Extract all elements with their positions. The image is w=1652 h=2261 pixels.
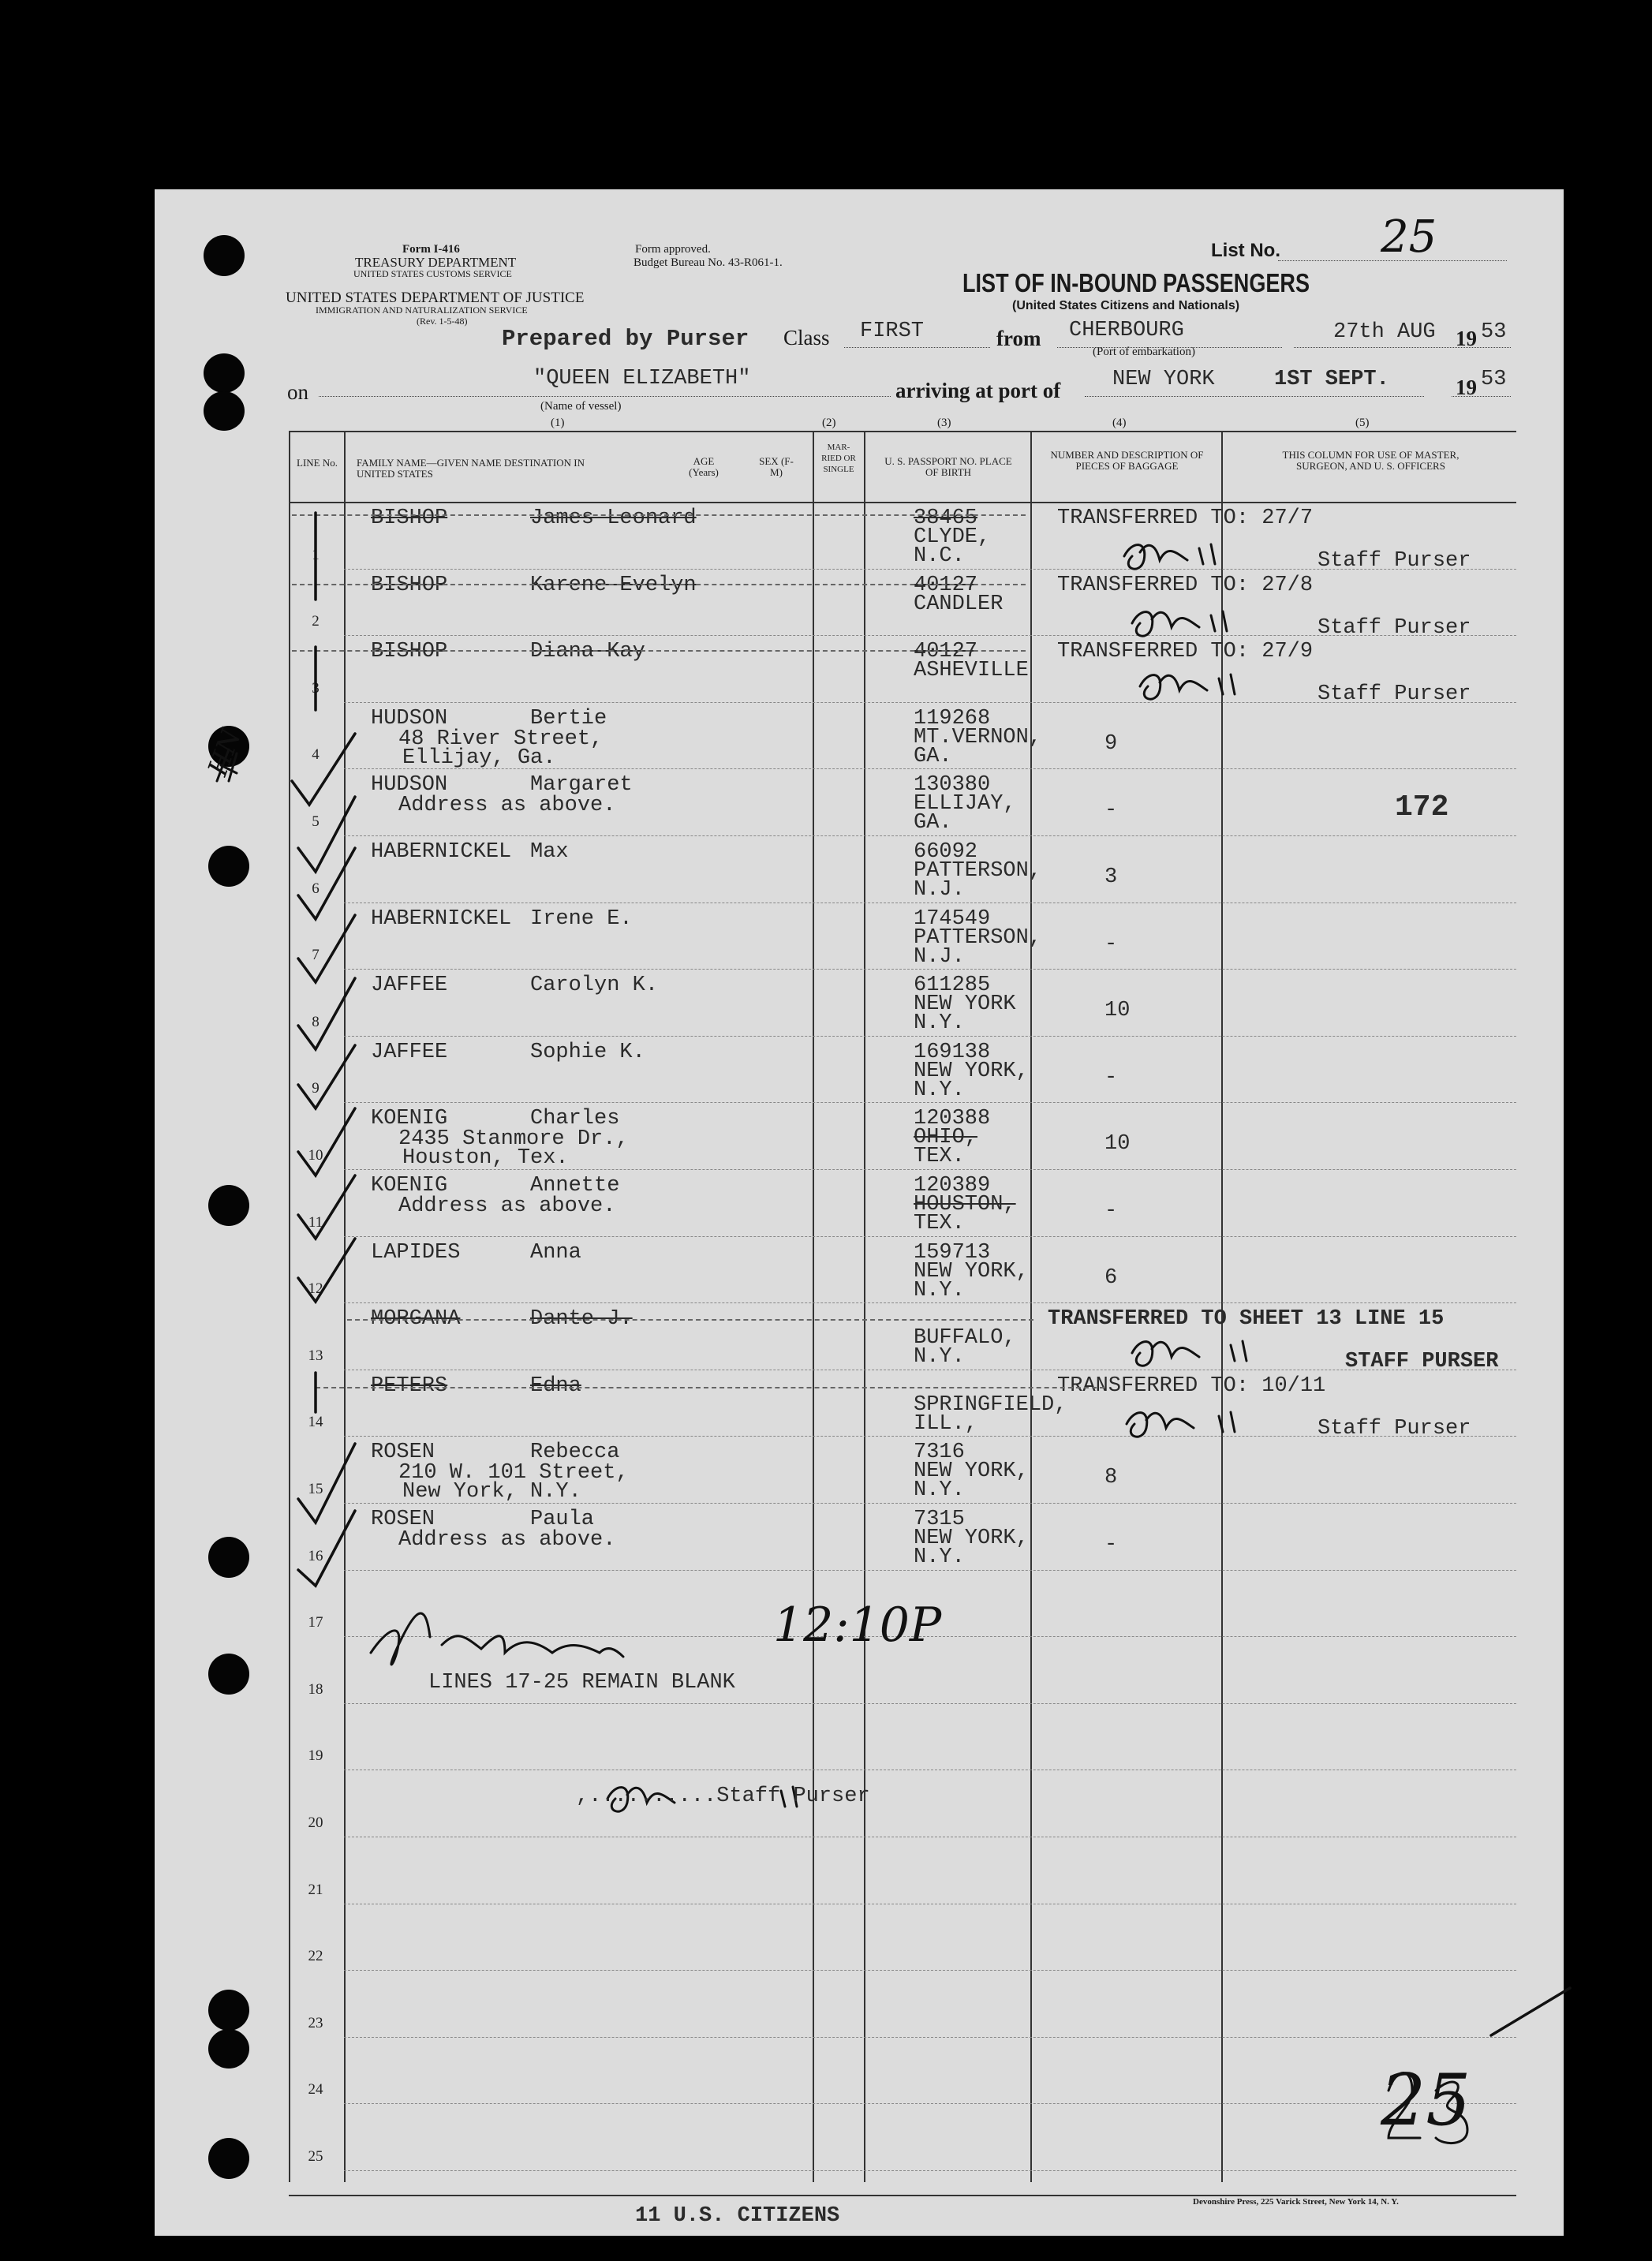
line-number: 14 — [308, 1414, 323, 1430]
form-approved: Form approved. — [635, 243, 711, 256]
line-number: 21 — [308, 1882, 323, 1898]
destination-address: Houston, Tex. — [402, 1146, 569, 1170]
given-name: Karene Evelyn — [530, 574, 697, 597]
passport-number: 7316 — [914, 1441, 965, 1464]
family-name: HABERNICKEL — [371, 907, 512, 931]
vessel-name: "QUEEN ELIZABETH" — [533, 367, 751, 391]
given-name: Annette — [530, 1174, 620, 1198]
total-citizens: 11 U.S. CITIZENS — [635, 2204, 840, 2228]
passport-number: 174549 — [914, 907, 991, 931]
arrival-date: 1ST SEPT. — [1274, 368, 1389, 391]
place-of-birth: N.Y. — [914, 1078, 965, 1102]
family-name: KOENIG — [371, 1107, 448, 1130]
col-num-5: (5) — [1355, 417, 1370, 429]
on-label: on — [287, 380, 308, 404]
line-number: 3 — [312, 680, 320, 697]
line-number: 13 — [308, 1347, 323, 1364]
header-age: AGE (Years) — [689, 455, 719, 478]
year-prefix-2: 19 — [1456, 376, 1477, 399]
family-name: LAPIDES — [371, 1241, 461, 1265]
passport-number: 119268 — [914, 707, 991, 731]
family-name: HUDSON — [371, 707, 448, 731]
passport-number: 120388 — [914, 1107, 991, 1130]
staff-purser-signature: Staff Purser — [1317, 682, 1471, 706]
passport-number: 40127 — [914, 574, 978, 597]
staff-purser-signature: Staff Purser — [1317, 616, 1471, 640]
header-line-no: LINE No. — [297, 457, 338, 469]
destination-address: 210 W. 101 Street, — [398, 1461, 629, 1485]
line-number: 4 — [312, 746, 320, 763]
family-name: BISHOP — [371, 640, 448, 663]
place-of-birth: NEW YORK, — [914, 1260, 1029, 1284]
family-name: HUDSON — [371, 773, 448, 797]
line-number: 23 — [308, 2015, 323, 2031]
bottom-number: 25 — [1381, 2059, 1471, 2142]
year-value-1: 53 — [1481, 320, 1507, 344]
place-of-birth: N.J. — [914, 878, 965, 902]
header-name: FAMILY NAME—GIVEN NAME DESTINATION IN UNITED STATES — [357, 457, 585, 480]
list-no-value: 25 — [1381, 211, 1437, 263]
place-of-birth: N.Y. — [914, 1011, 965, 1035]
baggage-count: - — [1104, 932, 1118, 956]
arriving-label: arriving at port of — [895, 379, 1061, 402]
family-name: KOENIG — [371, 1174, 448, 1198]
margin-initials: HN — [202, 725, 248, 780]
family-name: BISHOP — [371, 506, 448, 530]
given-name: James Leonard — [530, 506, 697, 530]
baggage-count: - — [1104, 1199, 1118, 1223]
destination-address: Ellijay, Ga. — [402, 746, 556, 770]
col-num-3: (3) — [937, 417, 951, 429]
baggage-count: 3 — [1104, 865, 1118, 889]
given-name: Edna — [530, 1374, 581, 1398]
line-number: 6 — [312, 880, 320, 897]
passport-number: 159713 — [914, 1241, 991, 1265]
line-number: 12 — [308, 1280, 323, 1297]
given-name: Sophie K. — [530, 1041, 645, 1064]
passport-number: 40127 — [914, 640, 978, 663]
place-of-birth: TEX. — [914, 1145, 965, 1168]
revision: (Rev. 1-5-48) — [417, 316, 468, 327]
line-number: 2 — [312, 613, 320, 630]
place-of-birth: NEW YORK, — [914, 1059, 1029, 1083]
line-number: 17 — [308, 1614, 323, 1631]
place-of-birth: BUFFALO, — [914, 1326, 1016, 1350]
baggage-count: 10 — [1104, 1132, 1131, 1156]
form-number: Form I-416 — [402, 243, 460, 256]
baggage-count: 8 — [1104, 1466, 1118, 1489]
place-of-birth: N.C. — [914, 544, 965, 568]
line-number: 10 — [308, 1147, 323, 1164]
place-of-birth: NEW YORK, — [914, 1459, 1029, 1483]
passport-number: 169138 — [914, 1041, 991, 1064]
family-name: HABERNICKEL — [371, 840, 512, 864]
place-of-birth: GA. — [914, 745, 952, 768]
line-number: 1 — [312, 547, 320, 563]
family-name: JAFFEE — [371, 974, 448, 997]
given-name: Max — [530, 840, 569, 864]
line-number: 18 — [308, 1681, 323, 1698]
destination-address: Address as above. — [398, 794, 616, 817]
class-label: Class — [783, 326, 830, 349]
staff-purser-signature: Staff Purser — [1317, 549, 1471, 573]
from-label: from — [996, 327, 1041, 350]
given-name: Bertie — [530, 707, 607, 731]
staff-purser-signature: STAFF PURSER — [1345, 1350, 1499, 1373]
year-value-2: 53 — [1481, 368, 1507, 391]
place-of-birth: SPRINGFIELD, — [914, 1393, 1067, 1417]
prepared-by-label: Prepared by Purser — [502, 326, 749, 352]
line-number: 8 — [312, 1014, 320, 1030]
place-of-birth: MT.VERNON, — [914, 726, 1042, 749]
place-of-birth: ASHEVILLE — [914, 659, 1029, 682]
place-of-birth: TEX. — [914, 1212, 965, 1235]
header-sex: SEX (F-M) — [759, 455, 794, 478]
place-of-birth: N.J. — [914, 945, 965, 969]
line-number: 9 — [312, 1080, 320, 1097]
header-married: MAR-RIED OR SINGLE — [821, 443, 856, 474]
given-name: Rebecca — [530, 1441, 620, 1464]
place-of-birth: GA. — [914, 811, 952, 835]
baggage-count: - — [1104, 798, 1118, 822]
transfer-note: TRANSFERRED TO: 27/7 — [1057, 506, 1314, 530]
col-num-2: (2) — [822, 417, 836, 429]
baggage-count: 9 — [1104, 732, 1118, 756]
family-name: PETERS — [371, 1374, 448, 1398]
place-of-birth: CANDLER — [914, 592, 1004, 616]
staff-purser-signature: Staff Purser — [1317, 1417, 1471, 1441]
destination-address: Address as above. — [398, 1528, 616, 1552]
list-subtitle: (United States Citizens and Nationals) — [1012, 299, 1240, 312]
from-value: CHERBOURG — [1069, 319, 1184, 342]
passport-number: 66092 — [914, 840, 978, 864]
family-name: ROSEN — [371, 1508, 435, 1531]
line-number: 11 — [308, 1214, 323, 1231]
header-baggage: NUMBER AND DESCRIPTION OF PIECES OF BAGGAGE — [1050, 449, 1204, 472]
family-name: JAFFEE — [371, 1041, 448, 1064]
remain-blank-note: LINES 17-25 REMAIN BLANK — [428, 1671, 735, 1695]
place-of-birth: NEW YORK — [914, 992, 1016, 1016]
line-number: 20 — [308, 1814, 323, 1831]
timestamp-stamp: 12:10P — [773, 1598, 942, 1653]
place-of-birth: HOUSTON, — [914, 1193, 1016, 1216]
col-num-4: (4) — [1112, 417, 1127, 429]
place-of-birth: N.Y. — [914, 1545, 965, 1569]
list-title: LIST OF IN-BOUND PASSENGERS — [962, 268, 1310, 297]
staff-purser-signature-line: ,..........Staff Purser — [576, 1785, 870, 1808]
destination-address: Address as above. — [398, 1194, 616, 1218]
customs-service: UNITED STATES CUSTOMS SERVICE — [353, 268, 512, 279]
given-name: Dante J. — [530, 1307, 633, 1331]
given-name: Carolyn K. — [530, 974, 659, 997]
line-number: 19 — [308, 1747, 323, 1764]
ins-service: IMMIGRATION AND NATURALIZATION SERVICE — [316, 305, 528, 316]
budget-bureau: Budget Bureau No. 43-R061-1. — [634, 256, 783, 269]
baggage-count: - — [1104, 1066, 1118, 1089]
place-of-birth: PATTERSON, — [914, 926, 1042, 950]
transfer-note: TRANSFERRED TO: 10/11 — [1057, 1374, 1326, 1398]
passport-number: 38465 — [914, 506, 978, 530]
given-name: Anna — [530, 1241, 581, 1265]
destination-address: New York, N.Y. — [402, 1480, 581, 1504]
col-num-1: (1) — [551, 417, 565, 429]
transfer-note: TRANSFERRED TO: 27/9 — [1057, 640, 1314, 663]
transfer-note: TRANSFERRED TO SHEET 13 LINE 15 — [1048, 1307, 1445, 1331]
printer-imprint: Devonshire Press, 225 Varick Street, New York 14, N. Y. — [1193, 2197, 1399, 2207]
given-name: Paula — [530, 1508, 595, 1531]
line-number: 15 — [308, 1481, 323, 1497]
treasury-dept: TREASURY DEPARTMENT — [355, 255, 517, 270]
list-no-label: List No. — [1211, 240, 1280, 261]
port-embarkation-label: (Port of embarkation) — [1093, 346, 1195, 358]
year-prefix-1: 19 — [1456, 327, 1477, 350]
place-of-birth: CLYDE, — [914, 525, 991, 549]
place-of-birth: NEW YORK, — [914, 1527, 1029, 1550]
place-of-birth: N.Y. — [914, 1279, 965, 1302]
family-name: ROSEN — [371, 1441, 435, 1464]
family-name: MORGANA — [371, 1307, 461, 1331]
given-name: Charles — [530, 1107, 620, 1130]
line-number: 7 — [312, 947, 320, 963]
vessel-name-label: (Name of vessel) — [540, 400, 622, 413]
line-number: 16 — [308, 1548, 323, 1564]
family-name: BISHOP — [371, 574, 448, 597]
place-of-birth: N.Y. — [914, 1345, 965, 1369]
given-name: Diana Kay — [530, 640, 645, 663]
place-of-birth: ILL., — [914, 1412, 978, 1436]
given-name: Irene E. — [530, 907, 633, 931]
header-passport: U. S. PASSPORT NO. PLACE OF BIRTH — [884, 455, 1012, 478]
place-of-birth: OHIO, — [914, 1126, 978, 1149]
class-value: FIRST — [860, 320, 925, 343]
destination-address: 2435 Stanmore Dr., — [398, 1127, 629, 1151]
transfer-note: TRANSFERRED TO: 27/8 — [1057, 574, 1314, 597]
line-number: 25 — [308, 2148, 323, 2165]
passport-number: 7315 — [914, 1508, 965, 1531]
officer-note: 172 — [1395, 790, 1449, 824]
line-number: 5 — [312, 813, 320, 830]
embark-date: 27th AUG — [1333, 320, 1436, 344]
baggage-count: - — [1104, 1533, 1118, 1557]
passport-number: 130380 — [914, 773, 991, 797]
baggage-count: 6 — [1104, 1266, 1118, 1290]
passport-number: 611285 — [914, 974, 991, 997]
line-number: 24 — [308, 2081, 323, 2098]
place-of-birth: ELLIJAY, — [914, 792, 1016, 816]
line-number: 22 — [308, 1948, 323, 1964]
table-bottom-border — [289, 2195, 1516, 2196]
given-name: Margaret — [530, 773, 633, 797]
destination-address: 48 River Street, — [398, 727, 604, 751]
passport-number: 120389 — [914, 1174, 991, 1198]
place-of-birth: N.Y. — [914, 1478, 965, 1502]
place-of-birth: PATTERSON, — [914, 859, 1042, 883]
baggage-count: 10 — [1104, 999, 1131, 1022]
arrival-port: NEW YORK — [1112, 368, 1215, 391]
header-officers: THIS COLUMN FOR USE OF MASTER, SURGEON, AND U. S. OFFICERS — [1282, 449, 1460, 472]
justice-dept: UNITED STATES DEPARTMENT OF JUSTICE — [286, 290, 585, 306]
